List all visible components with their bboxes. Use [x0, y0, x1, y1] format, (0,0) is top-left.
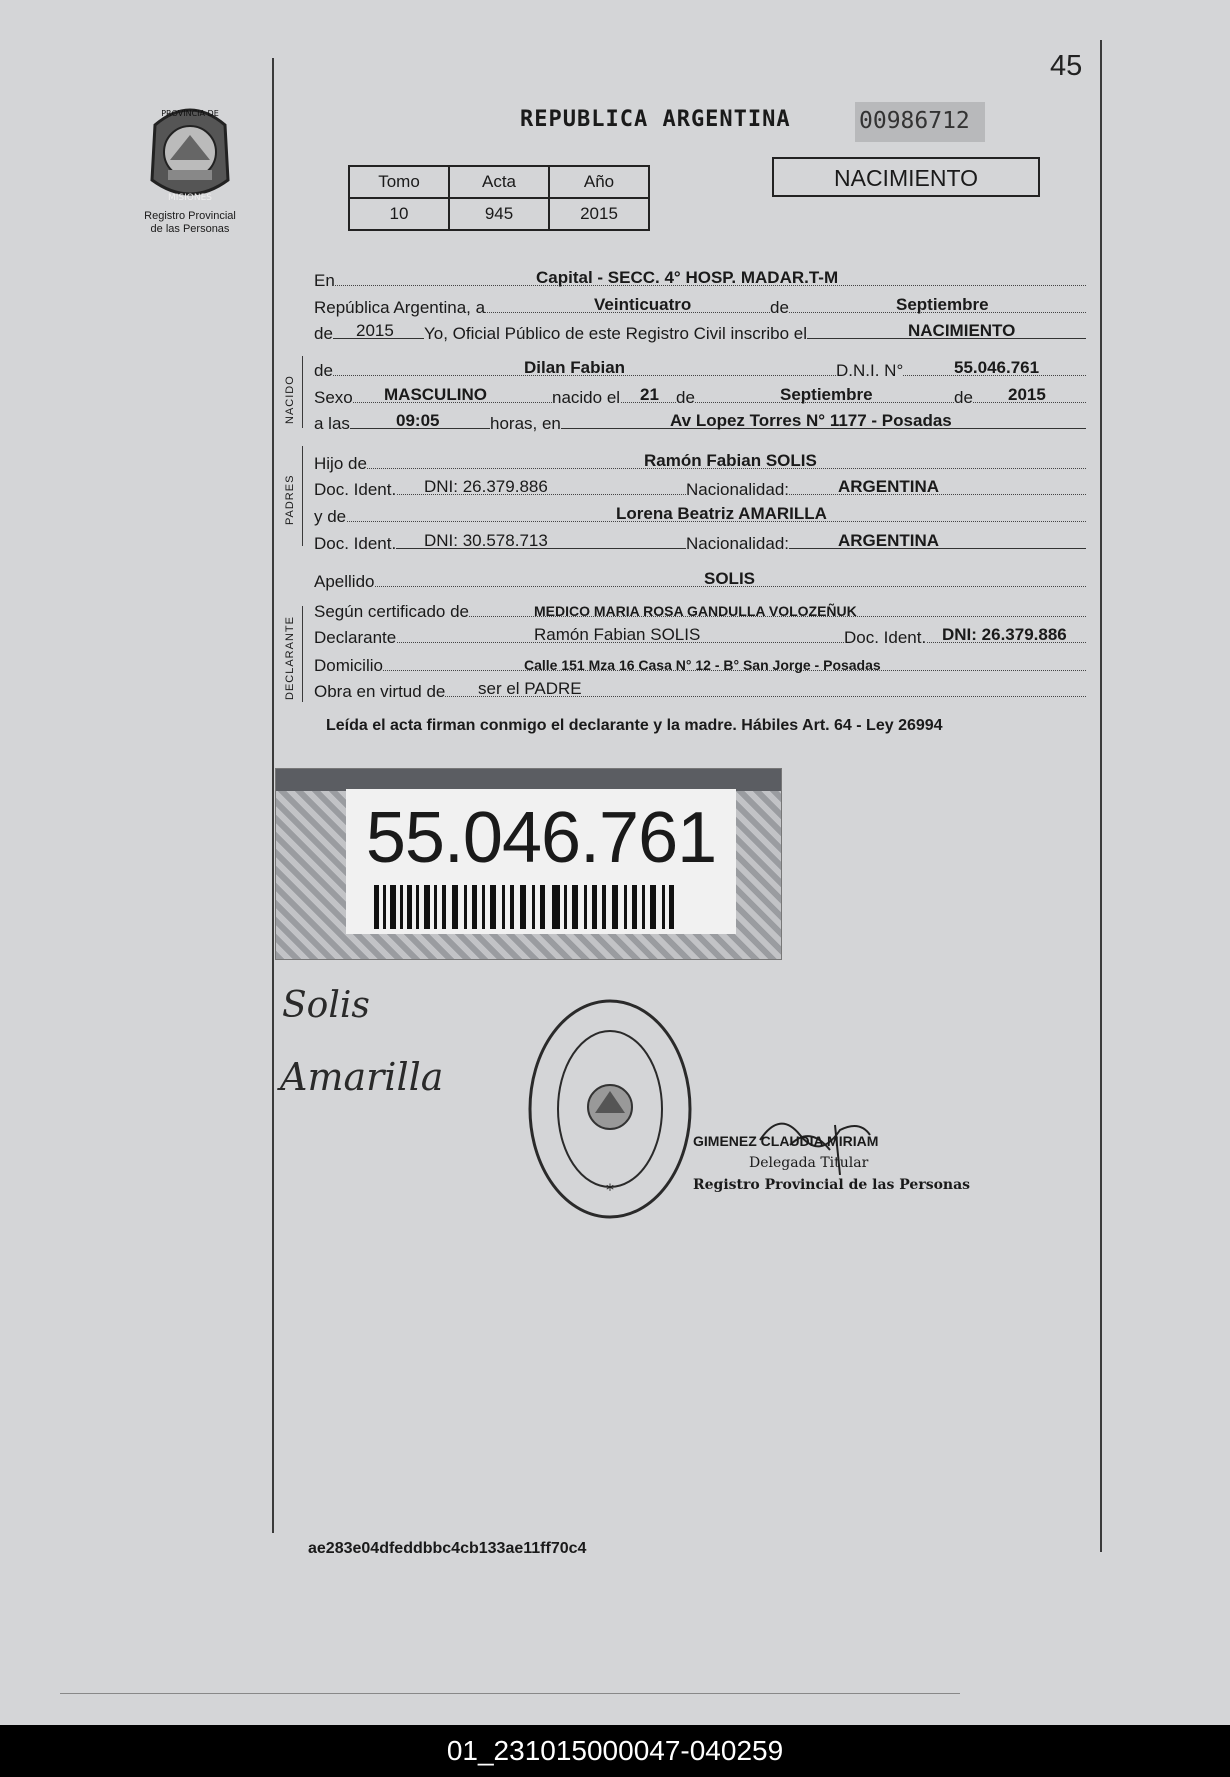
- born-day: 21: [640, 385, 659, 404]
- de-label: de: [676, 388, 695, 407]
- domicile-line: [314, 648, 1086, 675]
- tomo-header: Tomo: [349, 166, 449, 198]
- declarante-divider: [302, 606, 303, 702]
- father-name: Ramón Fabian SOLIS: [644, 451, 817, 470]
- born-label: nacido el: [552, 388, 621, 407]
- country-label: República Argentina, a: [314, 298, 486, 317]
- file-id-footer: 01_231015000047-040259: [0, 1725, 1230, 1777]
- padres-section-label: PADRES: [284, 474, 296, 525]
- anio-value: 2015: [549, 198, 649, 230]
- document-title: REPUBLICA ARGENTINA: [520, 107, 791, 132]
- mother-doc-line: [314, 526, 1086, 553]
- sticker-pattern-bar: [276, 769, 781, 791]
- mother-doc: DNI: 30.578.713: [424, 531, 548, 550]
- declarant-line: [314, 620, 1086, 647]
- father-label: Hijo de: [314, 454, 367, 473]
- handwritten-solis: Solis: [282, 985, 370, 1026]
- child-name: Dilan Fabian: [524, 358, 626, 377]
- date-line: [314, 290, 1086, 317]
- acta-value: 945: [449, 198, 549, 230]
- serial-number: 00986712: [855, 102, 985, 142]
- nationality-label: Nacionalidad:: [686, 480, 790, 499]
- signatory-block: [693, 1130, 970, 1196]
- declarant-name: Ramón Fabian SOLIS: [534, 625, 701, 644]
- surname-value: SOLIS: [704, 569, 756, 588]
- mother-name: Lorena Beatriz AMARILLA: [616, 504, 827, 523]
- registry-label: Registro Provincial de las Personas: [144, 210, 236, 235]
- time-label: a las: [314, 414, 350, 433]
- born-month: Septiembre: [780, 385, 873, 404]
- de-label: de: [314, 324, 333, 343]
- sticker-label: [346, 789, 736, 934]
- record-type-box: NACIMIENTO: [772, 157, 1040, 197]
- officer-line: [314, 316, 1086, 343]
- de-label: de: [770, 298, 789, 317]
- birth-address: Av Lopez Torres N° 1177 - Posadas: [670, 411, 952, 430]
- father-line: [314, 446, 1086, 473]
- handwritten-amarilla: Amarilla: [280, 1055, 444, 1099]
- time-value: 09:05: [396, 411, 440, 430]
- day-words-value: Veinticuatro: [594, 295, 692, 314]
- dni-label: D.N.I. N°: [836, 361, 904, 380]
- surname-line: [314, 564, 1086, 591]
- name-line: [314, 353, 1086, 380]
- signatory-name: GIMENEZ CLAUDIA MIRIAM: [693, 1133, 879, 1149]
- year-value: 2015: [356, 321, 394, 340]
- official-seal-icon: [525, 995, 695, 1223]
- record-value: NACIMIENTO: [908, 321, 1016, 340]
- anio-header: Año: [549, 166, 649, 198]
- de-label: de: [314, 361, 333, 380]
- svg-text:PROVINCIA DE: PROVINCIA DE: [161, 109, 219, 118]
- svg-text:MISIONES: MISIONES: [167, 193, 213, 203]
- barcode-icon: [374, 885, 674, 929]
- time-line: [314, 406, 1086, 433]
- child-dni: 55.046.761: [954, 358, 1040, 377]
- doc-label: Doc. Ident.: [314, 534, 397, 553]
- surname-label: Apellido: [314, 572, 375, 591]
- reason-value: ser el PADRE: [478, 679, 582, 698]
- place-line: [314, 263, 1086, 290]
- reason-label: Obra en virtud de: [314, 682, 446, 701]
- register-table: [348, 165, 650, 231]
- padres-divider: [302, 446, 303, 546]
- sex-value: MASCULINO: [384, 385, 487, 404]
- right-margin-line: [1100, 40, 1102, 1552]
- certificate-line: [314, 594, 1086, 621]
- declarant-doc: DNI: 26.379.886: [942, 625, 1067, 644]
- closing-note: Leída el acta firman conmigo el declarante y la madre. Hábiles Art. 64 - Ley 26994: [326, 717, 943, 734]
- declarante-section-label: DECLARANTE: [284, 616, 296, 700]
- declarant-label: Declarante: [314, 628, 397, 647]
- born-year: 2015: [1008, 385, 1046, 404]
- domicile-value: Calle 151 Mza 16 Casa N° 12 - B° San Jorge - Posadas: [524, 657, 881, 673]
- en-label: En: [314, 271, 335, 290]
- sex-label: Sexo: [314, 388, 353, 407]
- province-crest-icon: [140, 100, 240, 210]
- nacido-section-label: NACIDO: [284, 375, 296, 424]
- tomo-value: 10: [349, 198, 449, 230]
- place-value: Capital - SECC. 4° HOSP. MADAR.T-M: [536, 268, 839, 287]
- domicile-label: Domicilio: [314, 656, 383, 675]
- hours-label: horas, en: [490, 414, 561, 433]
- doc-label: Doc. Ident.: [844, 628, 927, 647]
- signatory-office: Registro Provincial de las Personas: [693, 1177, 971, 1193]
- register-header-row: [349, 166, 649, 198]
- document-hash: ae283e04dfeddbbc4cb133ae11ff70c4: [308, 1540, 587, 1557]
- de-label: de: [954, 388, 973, 407]
- sticker-number: 55.046.761: [365, 798, 717, 878]
- svg-text:*: *: [606, 1180, 614, 1199]
- father-nationality: ARGENTINA: [838, 477, 940, 496]
- acta-header: Acta: [449, 166, 549, 198]
- bottom-fold-line: [60, 1693, 960, 1694]
- mother-label: y de: [314, 507, 347, 526]
- nacido-divider: [302, 356, 303, 428]
- register-value-row: [349, 198, 649, 230]
- officer-text: Yo, Oficial Público de este Registro Civil inscribo el: [424, 324, 807, 343]
- security-sticker: [275, 768, 782, 960]
- mother-nationality: ARGENTINA: [838, 531, 940, 550]
- father-doc-line: [314, 472, 1086, 499]
- signatory-role: Delegada Titular: [749, 1155, 869, 1171]
- nationality-label: Nacionalidad:: [686, 534, 790, 553]
- father-doc: DNI: 26.379.886: [424, 477, 548, 496]
- left-margin-line: [272, 58, 274, 1533]
- doc-label: Doc. Ident.: [314, 480, 397, 499]
- certificate-value: MEDICO MARIA ROSA GANDULLA VOLOZEÑUK: [534, 603, 857, 619]
- month-value: Septiembre: [896, 295, 989, 314]
- mother-line: [314, 499, 1086, 526]
- certificate-label: Según certificado de: [314, 602, 469, 621]
- reason-line: [314, 674, 1086, 701]
- sex-line: [314, 380, 1086, 407]
- page-number: 45: [1050, 50, 1083, 82]
